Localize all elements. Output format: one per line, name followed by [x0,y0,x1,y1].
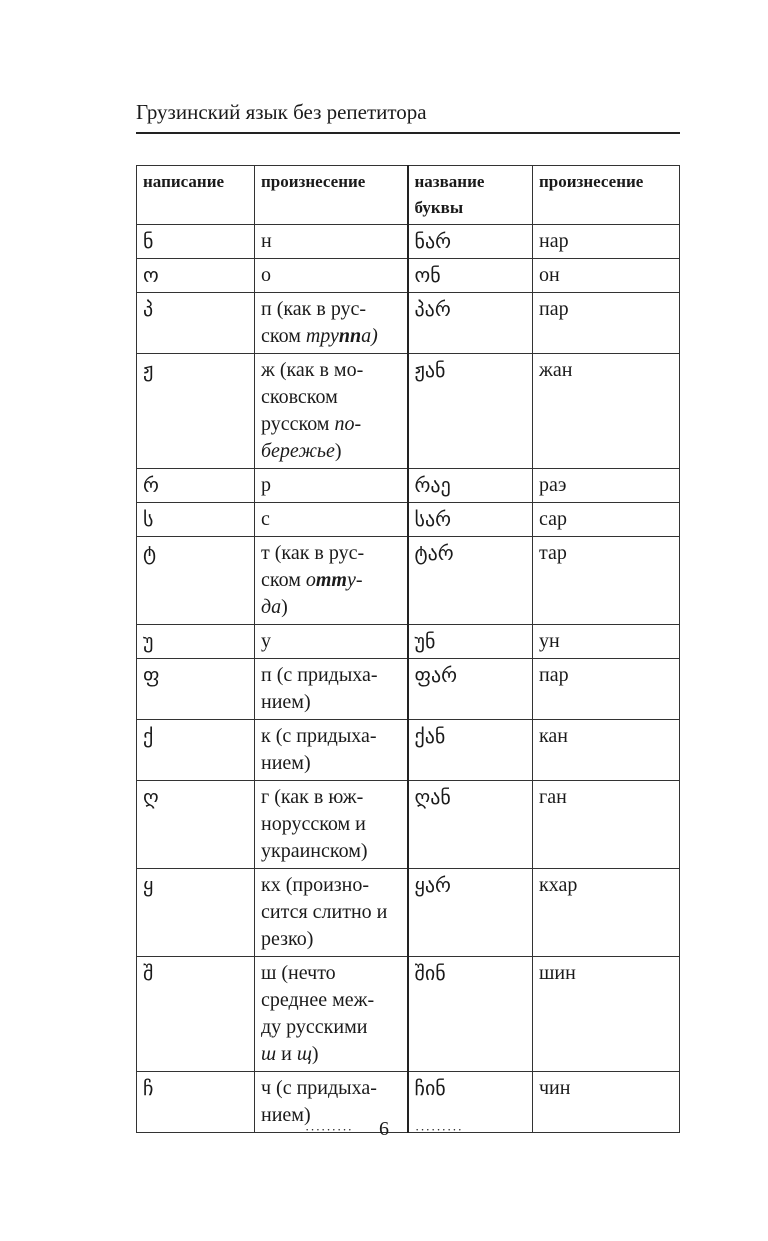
name-pronunciation-cell: ган [533,781,680,869]
letter-cell: ჟ [137,354,255,469]
letter-cell: ქ [137,720,255,781]
pron-text: ском [261,325,306,347]
table-row [137,354,680,469]
table-row [137,503,680,537]
pronunciation-cell [255,957,408,1072]
pronunciation-cell: у [255,625,408,659]
page-footer [0,1118,768,1141]
footer-dots-right: ········· [415,1122,463,1138]
header-pronunciation: произнесение [255,166,408,225]
pronunciation-cell: п (с придыха-нием) [255,659,408,720]
header-writing: написание [137,166,255,225]
name-pronunciation-cell: сар [533,503,680,537]
pronunciation-cell: кх (произно-сится слитно и резко) [255,869,408,957]
page-number: 6 [379,1118,389,1140]
example-word: о [305,569,316,591]
letter-name-cell: ფარ [408,659,533,720]
letter-cell: ფ [137,659,255,720]
pronunciation-cell: о [255,259,408,293]
pron-text: ду русскими [261,1016,368,1038]
pron-text: ш (нечто [261,962,336,984]
letter-cell: ნ [137,225,255,259]
pronunciation-cell: ч (с придыха-нием) [255,1072,408,1133]
table-row [137,720,680,781]
pronunciation-cell: к (с придыха-нием) [255,720,408,781]
footer-dots-left: ········· [305,1122,353,1138]
pron-text: ) [281,596,288,618]
pronunciation-cell: р [255,469,408,503]
example-word: у- [346,569,363,591]
letter-name-cell: ჩინ [408,1072,533,1133]
table-row [137,537,680,625]
table-row [137,293,680,354]
running-head: Грузинский язык без репетитора [136,100,427,124]
pronunciation-cell: г (как в юж-норусском и украинском) [255,781,408,869]
letter-cell: ჩ [137,1072,255,1133]
letter-name-cell: უნ [408,625,533,659]
letter-cell: ყ [137,869,255,957]
table-row [137,659,680,720]
name-pronunciation-cell: жан [533,354,680,469]
example-letter: ш [261,1043,277,1065]
letter-name-cell: ყარ [408,869,533,957]
name-pronunciation-cell: кан [533,720,680,781]
letter-cell: შ [137,957,255,1072]
alphabet-table [136,165,680,1133]
letter-cell: ო [137,259,255,293]
letter-cell: უ [137,625,255,659]
table-header-row [137,166,680,225]
pron-text: и [276,1043,297,1065]
pron-text: сковском [261,386,338,408]
pronunciation-cell [255,293,408,354]
name-pronunciation-cell: пар [533,659,680,720]
pronunciation-cell [255,537,408,625]
letter-name-cell: პარ [408,293,533,354]
letter-name-cell: სარ [408,503,533,537]
pron-text: русском [261,413,335,435]
name-pronunciation-cell: он [533,259,680,293]
pron-text: ж (как в мо- [261,359,364,381]
table-row [137,625,680,659]
letter-name-cell: ქან [408,720,533,781]
table-row [137,781,680,869]
letter-name-cell: ნარ [408,225,533,259]
letter-name-cell: ჟან [408,354,533,469]
letter-cell: ტ [137,537,255,625]
pron-text: ) [311,1043,319,1065]
letter-name-cell: რაე [408,469,533,503]
letter-cell: ს [137,503,255,537]
pron-text: ) [334,440,342,462]
table-row [137,259,680,293]
example-word: бережье [261,440,335,462]
table-row [137,869,680,957]
letter-name-cell: ონ [408,259,533,293]
pron-text: т (как в рус- [261,542,365,564]
pronunciation-cell [255,354,408,469]
letter-name-cell: ღან [408,781,533,869]
example-word: тру [305,325,339,347]
name-pronunciation-cell: шин [533,957,680,1072]
header-rule [136,132,680,134]
name-pronunciation-cell: нар [533,225,680,259]
name-pronunciation-cell: ун [533,625,680,659]
letter-cell: პ [137,293,255,354]
table-row [137,469,680,503]
header-name-pronunciation: произнесение [533,166,680,225]
table-row [137,225,680,259]
pronunciation-cell: с [255,503,408,537]
pron-text: п (как в рус- [261,298,367,320]
letter-name-cell: შინ [408,957,533,1072]
table-row [137,957,680,1072]
name-pronunciation-cell: пар [533,293,680,354]
header-letter-name: название буквы [408,166,533,225]
name-pronunciation-cell: кхар [533,869,680,957]
example-word: по- [334,413,362,435]
name-pronunciation-cell: раэ [533,469,680,503]
pron-text: среднее меж- [261,989,375,1011]
pronunciation-cell: н [255,225,408,259]
letter-name-cell: ტარ [408,537,533,625]
name-pronunciation-cell: чин [533,1072,680,1133]
pron-text: ском [261,569,306,591]
example-word: а) [361,325,378,347]
name-pronunciation-cell: тар [533,537,680,625]
example-letter: щ [296,1043,312,1065]
letter-cell: ღ [137,781,255,869]
example-emphasis: тт [315,569,347,591]
letter-cell: რ [137,469,255,503]
example-word: да [261,596,282,618]
example-emphasis: пп [338,325,362,347]
